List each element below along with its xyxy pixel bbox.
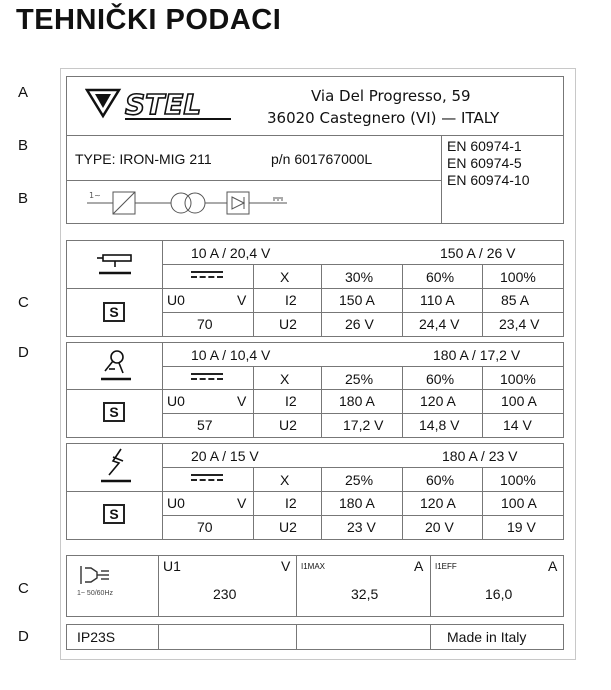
origin-label: Made in Italy <box>447 629 527 645</box>
row-label-c2: C <box>18 580 29 597</box>
s-symbol-tig: S <box>103 504 125 524</box>
tig-voltage-1: 23 V <box>347 519 376 535</box>
x-symbol: X <box>280 269 290 285</box>
mma-current-2: 120 A <box>420 393 456 409</box>
mma-range-max: 180 A / 17,2 V <box>433 347 521 363</box>
tig-duty-3: 100% <box>500 472 536 488</box>
tig-current-2: 120 A <box>420 495 456 511</box>
mma-duty-3: 100% <box>500 371 536 387</box>
x-symbol: X <box>280 472 290 488</box>
part-number: p/n 601767000L <box>271 151 373 167</box>
tig-range-max: 180 A / 23 V <box>442 448 518 464</box>
imax-symbol: I1MAX <box>301 562 326 571</box>
supply-block <box>66 555 564 617</box>
circuit-diagram-icon <box>87 187 327 217</box>
footer-block <box>66 624 564 650</box>
section-mma <box>66 342 564 438</box>
page-title: TEHNIČKI PODACI <box>16 4 282 36</box>
mig-voltage-3: 23,4 V <box>499 316 540 332</box>
dc-symbol-icon <box>191 271 223 278</box>
row-label-c1: C <box>18 294 29 311</box>
row-label-b2: B <box>18 190 29 207</box>
header-block <box>66 76 564 224</box>
mig-duty-1: 30% <box>345 269 374 285</box>
u0-unit: V <box>237 393 247 409</box>
mig-voltage-1: 26 V <box>345 316 374 332</box>
mig-current-3: 85 A <box>501 292 530 308</box>
mma-current-3: 100 A <box>501 393 537 409</box>
electrode-holder-icon <box>99 347 133 383</box>
s-symbol-mma: S <box>103 402 125 422</box>
mig-current-2: 110 A <box>420 292 455 308</box>
mig-range-min: 10 A / 20,4 V <box>191 245 271 261</box>
i2-symbol: I2 <box>285 393 297 409</box>
mma-voltage-1: 17,2 V <box>343 417 384 433</box>
mig-voltage-2: 24,4 V <box>419 316 460 332</box>
address-line-1: Via Del Progresso, 59 <box>311 87 471 105</box>
tig-u0-value: 70 <box>197 519 213 535</box>
mig-u0-value: 70 <box>197 316 213 332</box>
ieff-symbol: I1EFF <box>435 562 457 571</box>
standard-1: EN 60974-1 <box>447 138 522 154</box>
s-symbol-mig: S <box>103 302 125 322</box>
u0-unit: V <box>237 292 247 308</box>
section-tig <box>66 443 564 540</box>
x-symbol: X <box>280 371 290 387</box>
u0-unit: V <box>237 495 247 511</box>
u1-value: 230 <box>213 586 237 602</box>
dc-symbol-icon <box>191 373 223 380</box>
mig-duty-3: 100% <box>500 269 536 285</box>
mma-voltage-2: 14,8 V <box>419 417 460 433</box>
stel-logo <box>85 86 235 122</box>
tig-voltage-2: 20 V <box>425 519 454 535</box>
ieff-value: 16,0 <box>485 586 513 602</box>
tig-current-1: 180 A <box>339 495 375 511</box>
ieff-unit: A <box>548 558 558 574</box>
tig-duty-2: 60% <box>426 472 455 488</box>
mig-duty-2: 60% <box>426 269 455 285</box>
mma-voltage-3: 14 V <box>503 417 532 433</box>
tig-range-min: 20 A / 15 V <box>191 448 259 464</box>
u2-symbol: U2 <box>279 519 297 535</box>
mma-duty-2: 60% <box>426 371 455 387</box>
dc-symbol-icon <box>191 474 223 481</box>
mma-current-1: 180 A <box>339 393 375 409</box>
mig-range-max: 150 A / 26 V <box>440 245 516 261</box>
u0-symbol: U0 <box>167 393 185 409</box>
u1-unit: V <box>281 558 291 574</box>
standard-3: EN 60974-10 <box>447 172 530 188</box>
logo-wordmark: STEL <box>125 88 202 121</box>
row-label-d1: D <box>18 344 29 361</box>
address-line-2: 36020 Castegnero (VI) — ITALY <box>267 109 500 127</box>
u2-symbol: U2 <box>279 316 297 332</box>
mig-current-1: 150 A <box>339 292 375 308</box>
imax-unit: A <box>414 558 424 574</box>
tig-torch-icon <box>99 447 133 485</box>
tig-voltage-3: 19 V <box>507 519 536 535</box>
i2-symbol: I2 <box>285 292 297 308</box>
plug-text: 1~ 50/60Hz <box>77 590 113 597</box>
svg-text:1~: 1~ <box>89 191 101 200</box>
u0-symbol: U0 <box>167 292 185 308</box>
u1-symbol: U1 <box>163 558 181 574</box>
tig-duty-1: 25% <box>345 472 374 488</box>
row-label-d2: D <box>18 628 29 645</box>
imax-value: 32,5 <box>351 586 379 602</box>
mig-torch-icon <box>95 247 135 275</box>
standard-2: EN 60974-5 <box>447 155 522 171</box>
u2-symbol: U2 <box>279 417 297 433</box>
row-label-b1: B <box>18 137 29 154</box>
mma-u0-value: 57 <box>197 417 213 433</box>
stel-logo-icon <box>85 86 235 122</box>
mma-range-min: 10 A / 10,4 V <box>191 347 271 363</box>
mma-duty-1: 25% <box>345 371 374 387</box>
tig-current-3: 100 A <box>501 495 537 511</box>
ip-rating: IP23S <box>77 629 116 645</box>
section-mig <box>66 240 564 337</box>
power-plug-icon <box>79 564 119 586</box>
type-label: TYPE: IRON-MIG 211 <box>75 151 212 167</box>
i2-symbol: I2 <box>285 495 297 511</box>
u0-symbol: U0 <box>167 495 185 511</box>
row-label-a: A <box>18 84 29 101</box>
